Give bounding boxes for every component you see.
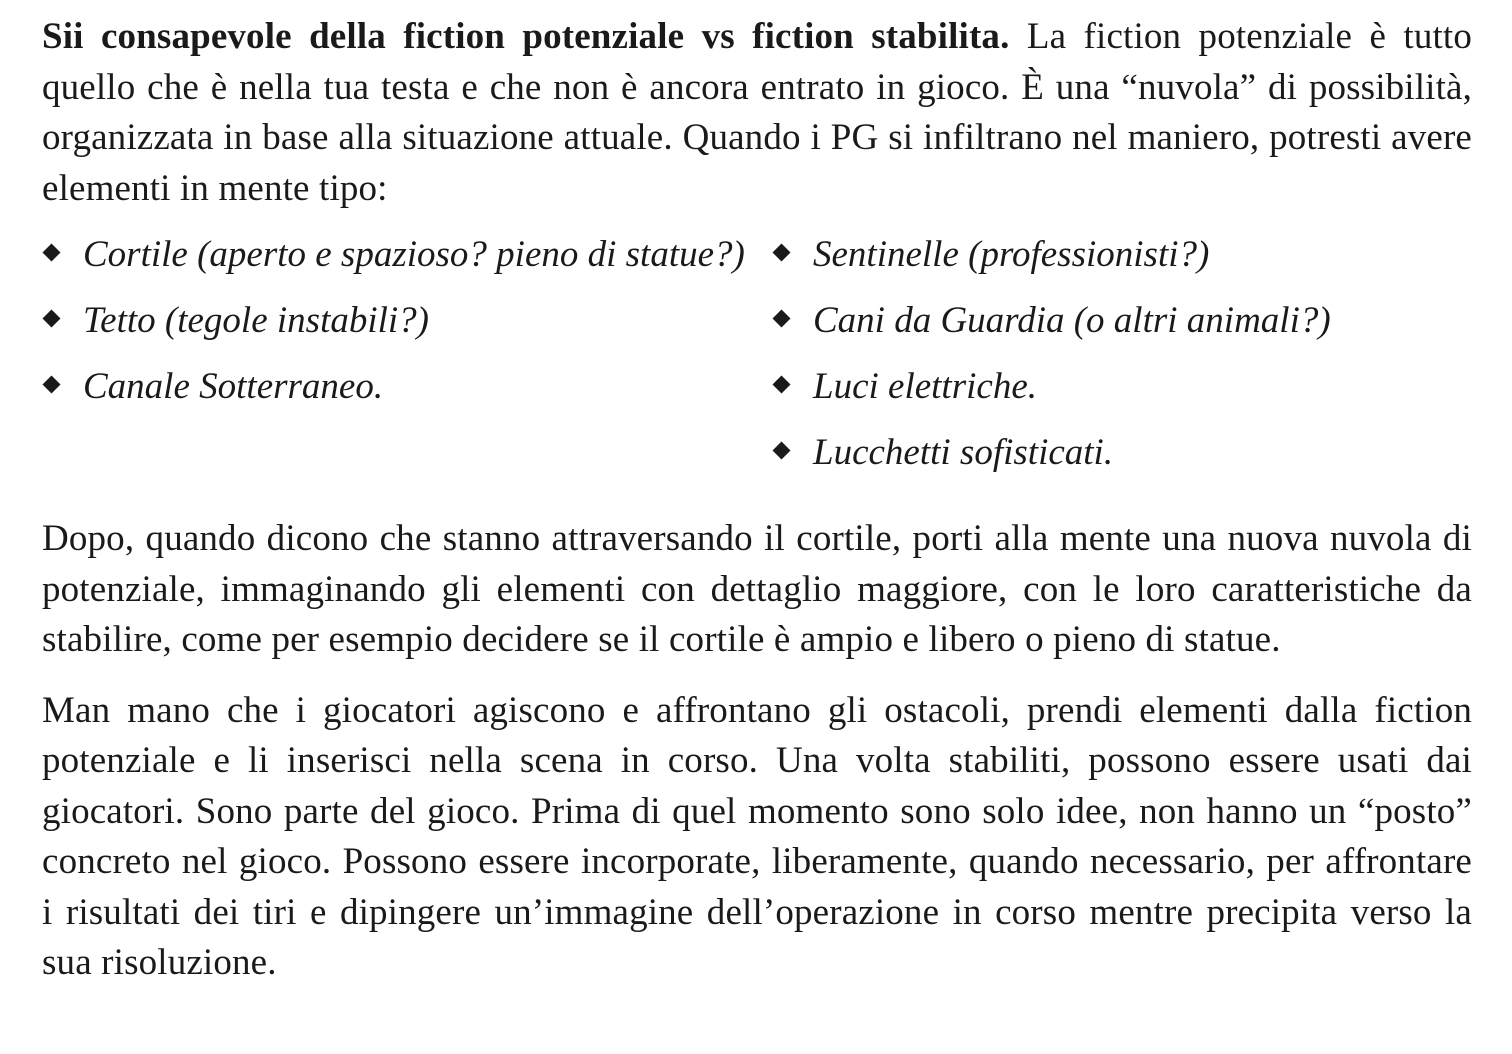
paragraph-2: Dopo, quando dicono che stanno attraversando il cortile, porti alla mente una nuova nuvola di potenziale, immaginando gli elementi con dettaglio maggiore, con le loro caratteristiche da stabilire, come per esempio decidere se il cortile è ampio e libero o pieno di statue. xyxy=(42,518,1472,660)
element-list xyxy=(42,230,1472,494)
list-item: Cani da Guardia (o altri animali?) xyxy=(772,296,1472,346)
list-item: Cortile (aperto e spazioso? pieno di statue?) xyxy=(42,230,772,280)
element-list-left xyxy=(42,230,772,494)
intro-text: La fiction potenziale è tutto quello che è nella tua testa e che non è ancora entrato in gioco. È una “nuvola” di possibilità, organizzata in base alla situazione attuale. Quando i PG si infiltrano nel maniero, potresti avere elementi in mente tipo: xyxy=(42,16,1472,209)
document-page xyxy=(42,12,1472,989)
list-item: Luci elettriche. xyxy=(772,362,1472,412)
list-item: Canale Sotterraneo. xyxy=(42,362,772,412)
diamond-bullet-icon xyxy=(42,243,60,261)
diamond-bullet-icon xyxy=(42,375,60,393)
paragraph-3: Man mano che i giocatori agiscono e affrontano gli ostacoli, prendi elementi dalla fiction potenziale e li inserisci nella scena in corso. Una volta stabiliti, possono essere usati dai giocatori. Sono parte del gioco. Prima di quel momento sono solo idee, non hanno un “posto” concreto nel gioco. Possono essere incorporate, liberamente, quando necessario, per affrontare i risultati dei tiri e dipingere un’immagine dell’operazione in corso mentre precipita verso la sua risoluzione. xyxy=(42,689,1472,983)
intro-paragraph xyxy=(42,12,1472,214)
diamond-bullet-icon xyxy=(772,309,790,327)
list-item: Sentinelle (professionisti?) xyxy=(772,230,1472,280)
list-item: Tetto (tegole instabili?) xyxy=(42,296,772,346)
list-item: Lucchetti sofisticati. xyxy=(772,428,1472,478)
diamond-bullet-icon xyxy=(772,441,790,459)
intro-heading: Sii consapevole della fiction potenziale vs fiction stabilita. xyxy=(42,16,1010,57)
element-list-right xyxy=(772,230,1472,494)
diamond-bullet-icon xyxy=(772,243,790,261)
diamond-bullet-icon xyxy=(772,375,790,393)
diamond-bullet-icon xyxy=(42,309,60,327)
